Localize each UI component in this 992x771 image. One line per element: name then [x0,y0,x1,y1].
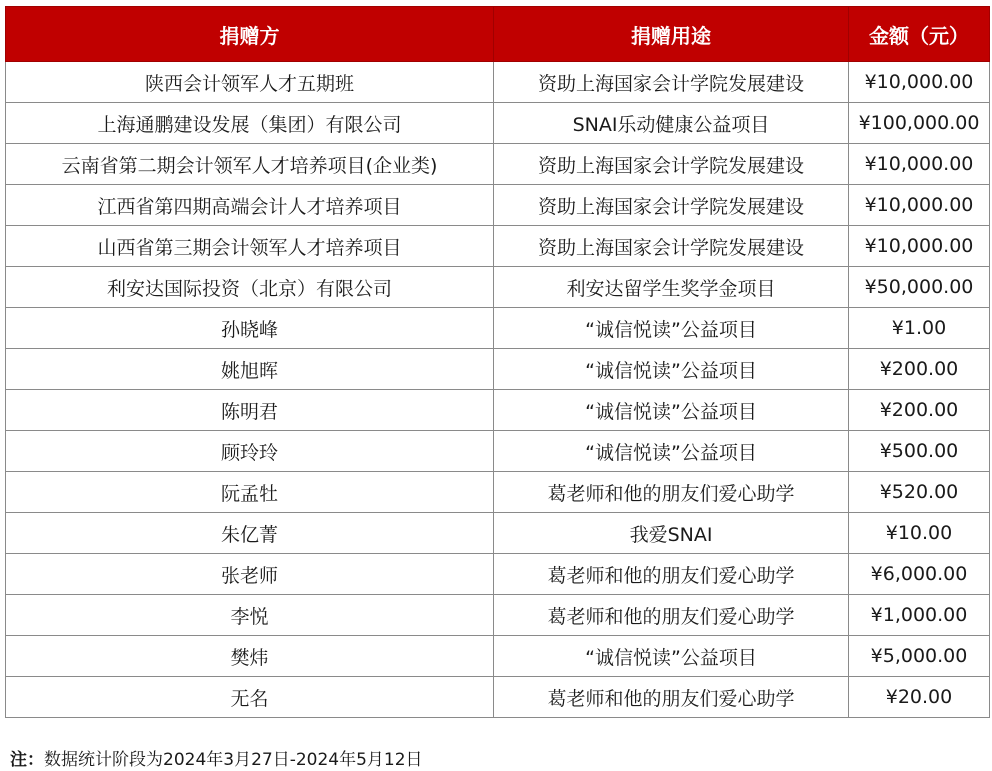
cell-amount: ¥200.00 [849,349,990,390]
cell-purpose: “诚信悦读”公益项目 [494,636,849,677]
cell-amount: ¥1.00 [849,308,990,349]
cell-purpose: “诚信悦读”公益项目 [494,431,849,472]
cell-amount: ¥10,000.00 [849,62,990,103]
cell-donor: 姚旭晖 [6,349,494,390]
table-row [6,349,990,390]
table-row [6,595,990,636]
table-row [6,554,990,595]
cell-amount: ¥10,000.00 [849,144,990,185]
table-body [6,62,990,718]
cell-amount: ¥100,000.00 [849,103,990,144]
cell-purpose: 资助上海国家会计学院发展建设 [494,144,849,185]
cell-purpose: 资助上海国家会计学院发展建设 [494,62,849,103]
cell-donor: 朱亿菁 [6,513,494,554]
cell-purpose: “诚信悦读”公益项目 [494,308,849,349]
cell-donor: 利安达国际投资（北京）有限公司 [6,267,494,308]
cell-amount: ¥20.00 [849,677,990,718]
cell-purpose: 葛老师和他的朋友们爱心助学 [494,677,849,718]
cell-donor: 阮孟牡 [6,472,494,513]
cell-purpose: 资助上海国家会计学院发展建设 [494,185,849,226]
cell-purpose: SNAI乐动健康公益项目 [494,103,849,144]
cell-amount: ¥200.00 [849,390,990,431]
table-row [6,62,990,103]
table-row [6,513,990,554]
cell-donor: 山西省第三期会计领军人才培养项目 [6,226,494,267]
cell-donor: 陕西会计领军人才五期班 [6,62,494,103]
cell-purpose: 资助上海国家会计学院发展建设 [494,226,849,267]
table-row [6,308,990,349]
cell-amount: ¥10,000.00 [849,185,990,226]
cell-purpose: 葛老师和他的朋友们爱心助学 [494,554,849,595]
cell-purpose: 葛老师和他的朋友们爱心助学 [494,472,849,513]
cell-donor: 无名 [6,677,494,718]
cell-amount: ¥50,000.00 [849,267,990,308]
table-row [6,226,990,267]
donation-table [5,6,990,718]
table-row [6,185,990,226]
cell-donor: 江西省第四期高端会计人才培养项目 [6,185,494,226]
table-row [6,144,990,185]
header-purpose: 捐赠用途 [494,7,849,62]
header-donor: 捐赠方 [6,7,494,62]
cell-amount: ¥5,000.00 [849,636,990,677]
table-header-row [6,7,990,62]
cell-amount: ¥500.00 [849,431,990,472]
table-row [6,390,990,431]
cell-donor: 云南省第二期会计领军人才培养项目(企业类) [6,144,494,185]
cell-purpose: 葛老师和他的朋友们爱心助学 [494,595,849,636]
cell-purpose: “诚信悦读”公益项目 [494,390,849,431]
cell-purpose: 利安达留学生奖学金项目 [494,267,849,308]
cell-amount: ¥1,000.00 [849,595,990,636]
cell-purpose: “诚信悦读”公益项目 [494,349,849,390]
cell-donor: 陈明君 [6,390,494,431]
header-amount: 金额（元） [849,7,990,62]
cell-donor: 孙晓峰 [6,308,494,349]
footnote-text: 数据统计阶段为2024年3月27日-2024年5月12日 [44,750,423,770]
cell-amount: ¥10.00 [849,513,990,554]
cell-purpose: 我爱SNAI [494,513,849,554]
table-row [6,472,990,513]
table-row [6,103,990,144]
table-row [6,431,990,472]
table-row [6,677,990,718]
cell-donor: 顾玲玲 [6,431,494,472]
footnote-label: 注： [10,750,44,770]
cell-amount: ¥520.00 [849,472,990,513]
cell-donor: 李悦 [6,595,494,636]
cell-amount: ¥6,000.00 [849,554,990,595]
cell-donor: 樊炜 [6,636,494,677]
cell-donor: 张老师 [6,554,494,595]
footnote [10,745,423,770]
table-row [6,267,990,308]
table-row [6,636,990,677]
cell-donor: 上海通鹏建设发展（集团）有限公司 [6,103,494,144]
cell-amount: ¥10,000.00 [849,226,990,267]
